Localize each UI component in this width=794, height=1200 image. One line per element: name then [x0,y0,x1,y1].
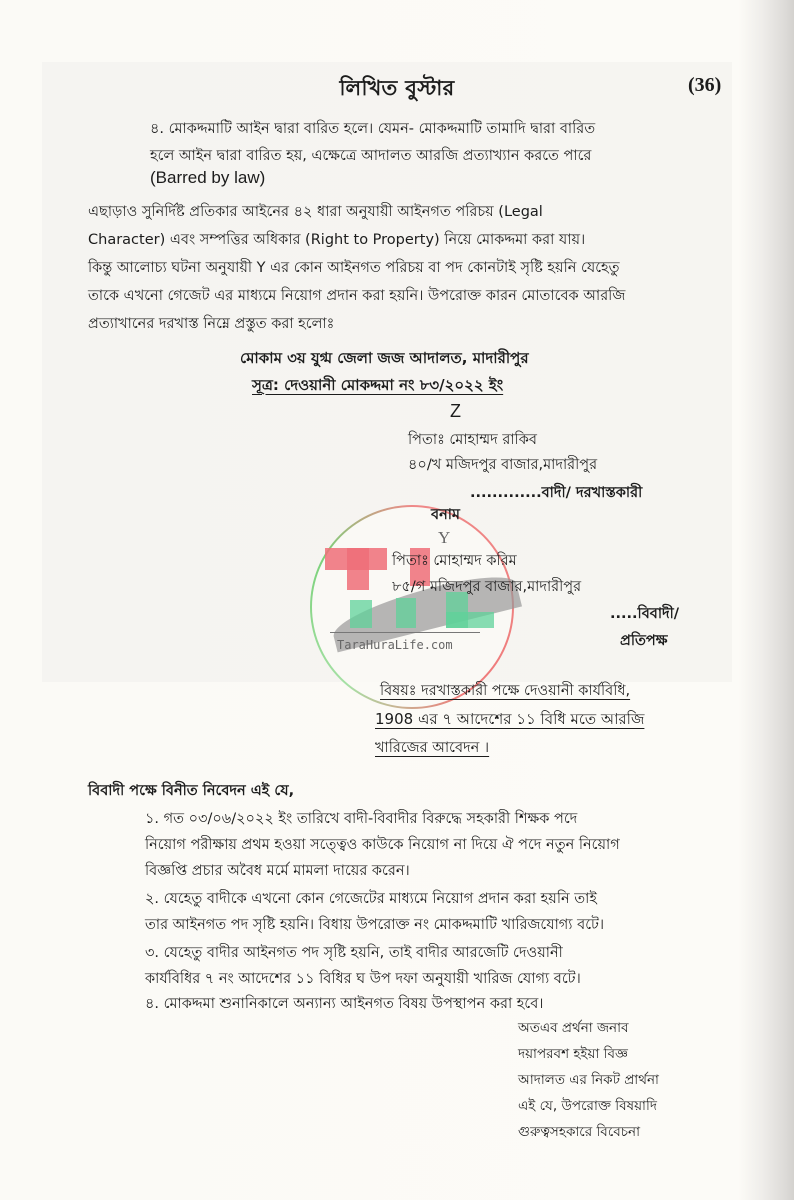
court-name: মোকাম ৩য় যুগ্ম জেলা জজ আদালত, মাদারীপুর [240,349,529,367]
subject-line1: বিষয়ঃ দরখাস্তকারী পক্ষে দেওয়ানী কার্যবিধি, [380,683,631,699]
intro-para-line4: তাকে এখনো গেজেট এর মাধ্যমে নিয়োগ প্রদান করা হয়নি। উপরোক্ত কারন মোতাবেক আরজি [88,288,626,304]
plaintiff-father: পিতাঃ মোহাম্মদ রাকিব [408,432,537,448]
petition-line: ২. যেহেতু বাদীকে এখনো কোন গেজেটের মাধ্যমে নিয়োগ প্রদান করা হয়নি তাই [145,891,597,907]
plaintiff-role: .............বাদী/ দরখাস্তকারী [470,485,643,501]
petition-opening: বিবাদী পক্ষে বিনীত নিবেদন এই যে, [88,783,295,799]
defendant-father: পিতাঃ মোহাম্মদ করিম [392,553,517,569]
subject-line3: খারিজের আবেদন । [375,740,490,756]
intro-para-line2: Character) এবং সম্পত্তির অধিকার (Right to Property) নিয়ে মোকদ্দমা করা যায়। [88,232,586,248]
defendant-address: ৮৫/গ মজিদপুর বাজার,মাদারীপুর [392,579,582,595]
prayer-line: গুরুত্বসহকারে বিবেচনা [518,1124,641,1140]
intro-para-line1: এছাড়াও সুনির্দিষ্ট প্রতিকার আইনের ৪২ ধারা অনুযায়ী আইনগত পরিচয় (Legal [88,204,543,220]
petition-line: নিয়োগ পরীক্ষায় প্রথম হওয়া সত্ত্বেও কাউকে নিয়োগ না দিয়ে ঐ পদে নতুন নিয়োগ [145,837,620,853]
petition-line: ১. গত ০৩/০৬/২০২২ ইং তারিখে বাদী-বিবাদীর বিরুদ্ধে সহকারী শিক্ষক পদে [145,811,578,827]
petition-line: ৩. যেহেতু বাদীর আইনগত পদ সৃষ্টি হয়নি, তাই বাদীর আরজেটি দেওয়ানী [145,945,563,961]
petition-line: বিজ্ঞপ্তি প্রচার অবৈধ মর্মে মামলা দায়ের করেন। [145,863,410,879]
intro-point4-line1: ৪. মোকদ্দমাটি আইন দ্বারা বারিত হলে। যেমন- মোকদ্দমাটি তামাদি দ্বারা বারিত [150,121,596,137]
intro-para-line5: প্রত্যাখানের দরখাস্ত নিম্নে প্রস্তুত করা হলোঃ [88,316,335,332]
watermark-site: TaraHuraLife.com [337,638,453,652]
petition-line: কার্যবিধির ৭ নং আদেশের ১১ বিধির ঘ উপ দফা অনুযায়ী খারিজ যোগ্য বটে। [145,971,581,987]
petition-line: ৪. মোকদ্দমা শুনানিকালে অন্যান্য আইনগত বিষয় উপস্থাপন করা হবে। [145,996,544,1012]
watermark-logo-l-foot [446,612,494,628]
defendant-role-line2: প্রতিপক্ষ [620,633,668,649]
plaintiff-name: Z [450,401,461,421]
case-reference: সূত্র: দেওয়ানী মোকদ্দমা নং ৮৩/২০২২ ইং [252,376,504,394]
petition-line: তার আইনগত পদ সৃষ্টি হয়নি। বিধায় উপরোক্ত নং মোকদ্দমাটি খারিজযোগ্য বটে। [145,917,605,933]
defendant-role-line1: .....বিবাদী/ [610,606,680,622]
watermark-logo-t-stem [347,548,369,590]
prayer-line: এই যে, উপরোক্ত বিষয়াদি [518,1098,657,1114]
prayer-line: আদালত এর নিকট প্রার্থনা [518,1072,659,1088]
page-number: (36) [688,74,722,96]
prayer-line: অতএব প্রর্থনা জনাব [518,1020,629,1036]
watermark-logo-h2 [396,598,416,628]
plaintiff-address: ৪০/খ মজিদপুর বাজার,মাদারীপুর [408,457,598,473]
intro-para-line3: কিন্তু আলোচ্য ঘটনা অনুযায়ী Y এর কোন আইনগত পরিচয় বা পদ কোনটাই সৃষ্টি হয়নি যেহেতু [88,260,620,276]
page-title: লিখিত বুস্টার [339,76,455,100]
subject-line2: 1908 এর ৭ আদেশের ১১ বিধি মতে আরজি [375,710,645,728]
watermark-logo-a [350,600,372,628]
intro-point4-line2: হলে আইন দ্বারা বারিত হয়, এক্ষেত্রে আদালত আরজি প্রত্যাখ্যান করতে পারে [150,148,592,164]
prayer-line: দয়াপরবশ হইয়া বিজ্ঞ [518,1046,628,1062]
intro-point4-line3: (Barred by law) [150,168,266,187]
versus-label: বনাম [431,507,460,523]
watermark-rule [330,632,480,633]
defendant-name: Y [438,528,451,547]
